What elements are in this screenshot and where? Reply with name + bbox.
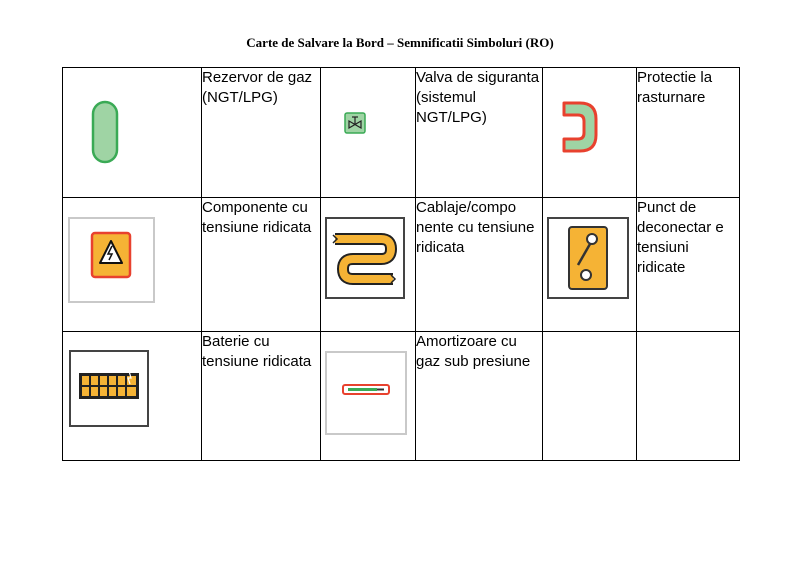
symbol-label: Componente cu tensiune ridicata	[202, 198, 321, 332]
high-voltage-cable-icon	[325, 217, 405, 299]
symbol-table	[62, 67, 740, 461]
table-row	[63, 68, 740, 198]
symbol-label: Punct de deconectar e tensiuni ridicate	[637, 198, 740, 332]
symbol-label: Cablaje/compo nente cu tensiune ridicata	[416, 198, 543, 332]
rollover-protection-icon	[560, 99, 600, 155]
symbol-cell-high-voltage-component	[63, 198, 202, 332]
table-row	[63, 198, 740, 332]
symbol-label: Amortizoare cu gaz sub presiune	[416, 332, 543, 461]
empty-cell	[637, 332, 740, 461]
symbol-cell-high-voltage-disconnect	[543, 198, 637, 332]
symbol-label: Valva de siguranta (sistemul NGT/LPG)	[416, 68, 543, 198]
page-title: Carte de Salvare la Bord – Semnificatii Simboluri (RO)	[246, 35, 554, 50]
symbol-label: Protectie la rasturnare	[637, 68, 740, 198]
high-voltage-component-icon	[68, 217, 155, 303]
symbol-cell-gas-strut	[321, 332, 416, 461]
high-voltage-battery-icon	[69, 350, 149, 427]
gas-strut-icon	[325, 351, 407, 435]
safety-valve-icon	[344, 112, 366, 134]
symbol-cell-gas-tank	[63, 68, 202, 198]
symbol-cell-safety-valve	[321, 68, 416, 198]
empty-cell	[543, 332, 637, 461]
table-row	[63, 332, 740, 461]
symbol-label: Rezervor de gaz (NGT/LPG)	[202, 68, 321, 198]
symbol-cell-high-voltage-cable	[321, 198, 416, 332]
symbol-label: Baterie cu tensiune ridicata	[202, 332, 321, 461]
symbol-cell-rollover-protection	[543, 68, 637, 198]
gas-tank-icon	[91, 100, 119, 164]
high-voltage-disconnect-icon	[547, 217, 629, 299]
symbol-cell-high-voltage-battery	[63, 332, 202, 461]
